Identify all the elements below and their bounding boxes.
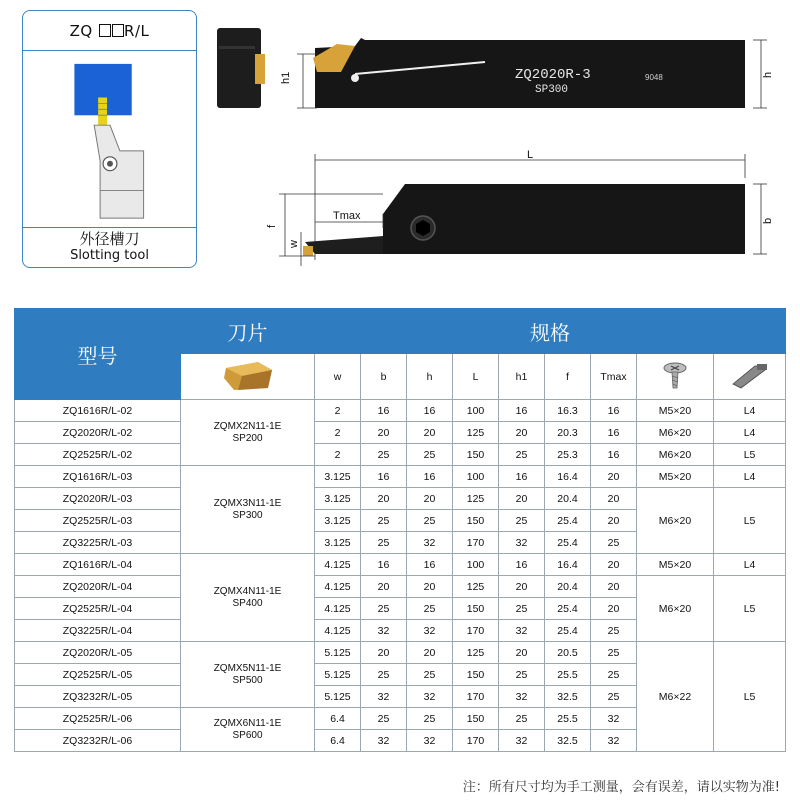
hex-key-icon bbox=[714, 354, 786, 400]
cell-b: 25 bbox=[361, 598, 407, 620]
cell-b: 25 bbox=[361, 510, 407, 532]
cell-f: 25.5 bbox=[545, 664, 591, 686]
cell-h: 32 bbox=[407, 730, 453, 752]
cell-w: 5.125 bbox=[315, 664, 361, 686]
cell-l: 100 bbox=[453, 400, 499, 422]
cell-b: 16 bbox=[361, 466, 407, 488]
cell-f: 25.4 bbox=[545, 620, 591, 642]
screw-cell: M6×20 bbox=[637, 444, 714, 466]
column-header-h: h bbox=[407, 354, 453, 400]
dim-w: w bbox=[288, 240, 300, 248]
screw-cell: M6×20 bbox=[637, 576, 714, 642]
cell-l: 125 bbox=[453, 576, 499, 598]
slotting-schematic bbox=[23, 51, 196, 231]
cell-f: 20.5 bbox=[545, 642, 591, 664]
tool-drawings bbox=[205, 10, 795, 275]
cell-h: 25 bbox=[407, 708, 453, 730]
insert-cell bbox=[181, 466, 315, 554]
column-header-w: w bbox=[315, 354, 361, 400]
cell-w: 2 bbox=[315, 422, 361, 444]
cell-h1: 25 bbox=[499, 510, 545, 532]
schematic-card bbox=[22, 10, 197, 268]
cell-w: 6.4 bbox=[315, 730, 361, 752]
cell-h: 25 bbox=[407, 444, 453, 466]
cell-w: 5.125 bbox=[315, 686, 361, 708]
insert-sp: SP500 bbox=[232, 674, 263, 686]
key-cell: L5 bbox=[714, 444, 786, 466]
cell-w: 3.125 bbox=[315, 510, 361, 532]
cell-l: 125 bbox=[453, 422, 499, 444]
header-spec: 规格 bbox=[315, 309, 786, 354]
cell-tmax: 25 bbox=[591, 686, 637, 708]
cell-h: 32 bbox=[407, 686, 453, 708]
cell-h: 25 bbox=[407, 664, 453, 686]
cell-h: 25 bbox=[407, 510, 453, 532]
cell-f: 25.5 bbox=[545, 708, 591, 730]
cell-tmax: 20 bbox=[591, 510, 637, 532]
cell-h1: 25 bbox=[499, 598, 545, 620]
side-view bbox=[303, 184, 745, 256]
cell-w: 4.125 bbox=[315, 576, 361, 598]
cell-f: 25.4 bbox=[545, 532, 591, 554]
screw-cell: M5×20 bbox=[637, 400, 714, 422]
cell-tmax: 25 bbox=[591, 642, 637, 664]
insert-name: ZQMX2N11-1E bbox=[213, 420, 282, 432]
dim-h: h bbox=[762, 71, 774, 78]
model-cell: ZQ3232R/L-06 bbox=[15, 730, 181, 752]
dim-L: L bbox=[527, 149, 534, 161]
key-cell: L5 bbox=[714, 642, 786, 752]
column-header-b: b bbox=[361, 354, 407, 400]
cell-l: 170 bbox=[453, 620, 499, 642]
cell-tmax: 16 bbox=[591, 444, 637, 466]
model-cell: ZQ2020R/L-05 bbox=[15, 642, 181, 664]
cell-f: 20.4 bbox=[545, 576, 591, 598]
dim-b: b bbox=[762, 217, 774, 224]
cell-f: 25.4 bbox=[545, 598, 591, 620]
card-caption: 外径槽刀 Slotting tool bbox=[23, 227, 196, 267]
cell-w: 2 bbox=[315, 444, 361, 466]
column-header-tmax: Tmax bbox=[591, 354, 637, 400]
insert-cell bbox=[181, 708, 315, 752]
key-cell: L4 bbox=[714, 422, 786, 444]
screw-cell: M6×20 bbox=[637, 488, 714, 554]
cell-tmax: 25 bbox=[591, 664, 637, 686]
cell-h: 20 bbox=[407, 422, 453, 444]
table-row bbox=[15, 400, 786, 422]
cell-f: 25.4 bbox=[545, 510, 591, 532]
cell-b: 16 bbox=[361, 400, 407, 422]
table-row bbox=[15, 466, 786, 488]
insert-sp: SP400 bbox=[232, 597, 263, 609]
table-row bbox=[15, 444, 786, 466]
key-cell: L4 bbox=[714, 400, 786, 422]
cell-f: 25.3 bbox=[545, 444, 591, 466]
model-cell: ZQ2525R/L-05 bbox=[15, 664, 181, 686]
cell-b: 20 bbox=[361, 488, 407, 510]
column-header-l: L bbox=[453, 354, 499, 400]
column-header-f: f bbox=[545, 354, 591, 400]
insert-sp: SP300 bbox=[232, 509, 263, 521]
cell-f: 20.3 bbox=[545, 422, 591, 444]
cell-h1: 16 bbox=[499, 400, 545, 422]
model-cell: ZQ2525R/L-03 bbox=[15, 510, 181, 532]
cell-b: 20 bbox=[361, 422, 407, 444]
cell-tmax: 32 bbox=[591, 730, 637, 752]
model-cell: ZQ1616R/L-03 bbox=[15, 466, 181, 488]
dim-f: f bbox=[266, 224, 278, 228]
screw-icon bbox=[637, 354, 714, 400]
cell-l: 150 bbox=[453, 444, 499, 466]
insert-name: ZQMX4N11-1E bbox=[213, 585, 282, 597]
cell-b: 25 bbox=[361, 708, 407, 730]
cell-f: 20.4 bbox=[545, 488, 591, 510]
cell-l: 150 bbox=[453, 664, 499, 686]
cell-tmax: 20 bbox=[591, 488, 637, 510]
cell-l: 125 bbox=[453, 642, 499, 664]
cell-b: 20 bbox=[361, 642, 407, 664]
table-row bbox=[15, 554, 786, 576]
cell-h: 20 bbox=[407, 642, 453, 664]
model-cell: ZQ2525R/L-02 bbox=[15, 444, 181, 466]
holder-code: 9048 bbox=[645, 73, 663, 82]
model-cell: ZQ2525R/L-06 bbox=[15, 708, 181, 730]
cell-tmax: 20 bbox=[591, 466, 637, 488]
table-row bbox=[15, 422, 786, 444]
table-row bbox=[15, 576, 786, 598]
key-cell: L4 bbox=[714, 554, 786, 576]
cell-w: 3.125 bbox=[315, 488, 361, 510]
cell-h1: 32 bbox=[499, 532, 545, 554]
cell-l: 150 bbox=[453, 510, 499, 532]
dim-tmax: Tmax bbox=[333, 210, 361, 222]
header-model: 型号 bbox=[15, 309, 181, 400]
holder-marking: ZQ2020R-3 bbox=[515, 67, 591, 83]
key-cell: L5 bbox=[714, 576, 786, 642]
card-title: ZQ R/L bbox=[23, 11, 196, 51]
cell-b: 25 bbox=[361, 444, 407, 466]
cell-h: 32 bbox=[407, 532, 453, 554]
model-cell: ZQ1616R/L-04 bbox=[15, 554, 181, 576]
cell-h: 20 bbox=[407, 576, 453, 598]
cell-h: 16 bbox=[407, 400, 453, 422]
insert-name: ZQMX5N11-1E bbox=[213, 662, 282, 674]
top-view bbox=[313, 38, 745, 108]
cell-w: 2 bbox=[315, 400, 361, 422]
table-row bbox=[15, 642, 786, 664]
cell-h: 25 bbox=[407, 598, 453, 620]
model-cell: ZQ3225R/L-03 bbox=[15, 532, 181, 554]
insert-sp: SP200 bbox=[232, 432, 263, 444]
cell-l: 150 bbox=[453, 598, 499, 620]
insert-cell bbox=[181, 642, 315, 708]
screw-cell: M6×20 bbox=[637, 422, 714, 444]
header-insert: 刀片 bbox=[181, 309, 315, 354]
cell-b: 20 bbox=[361, 576, 407, 598]
model-cell: ZQ2020R/L-02 bbox=[15, 422, 181, 444]
cell-h1: 25 bbox=[499, 444, 545, 466]
cell-h: 16 bbox=[407, 554, 453, 576]
cell-l: 170 bbox=[453, 532, 499, 554]
cell-tmax: 32 bbox=[591, 708, 637, 730]
cell-h: 32 bbox=[407, 620, 453, 642]
column-header-h1: h1 bbox=[499, 354, 545, 400]
cell-b: 16 bbox=[361, 554, 407, 576]
cell-b: 32 bbox=[361, 686, 407, 708]
cell-f: 16.4 bbox=[545, 466, 591, 488]
disclaimer-note: 注：所有尺寸均为手工测量，会有误差，请以实物为准! bbox=[462, 780, 780, 795]
cell-h1: 25 bbox=[499, 664, 545, 686]
cell-l: 150 bbox=[453, 708, 499, 730]
cell-h1: 32 bbox=[499, 730, 545, 752]
cell-h: 16 bbox=[407, 466, 453, 488]
insert-image bbox=[218, 358, 278, 392]
model-cell: ZQ3225R/L-04 bbox=[15, 620, 181, 642]
model-cell: ZQ2020R/L-04 bbox=[15, 576, 181, 598]
cell-w: 4.125 bbox=[315, 620, 361, 642]
cell-h1: 20 bbox=[499, 422, 545, 444]
model-cell: ZQ3232R/L-05 bbox=[15, 686, 181, 708]
cell-l: 170 bbox=[453, 686, 499, 708]
insert-cell bbox=[181, 400, 315, 466]
dim-h1: h1 bbox=[280, 71, 292, 84]
cell-h1: 20 bbox=[499, 576, 545, 598]
cell-f: 32.5 bbox=[545, 730, 591, 752]
screw-cell: M5×20 bbox=[637, 554, 714, 576]
holder-sub-marking: SP300 bbox=[535, 84, 569, 96]
key-cell: L4 bbox=[714, 466, 786, 488]
cell-tmax: 16 bbox=[591, 422, 637, 444]
cell-l: 125 bbox=[453, 488, 499, 510]
cell-w: 5.125 bbox=[315, 642, 361, 664]
cell-h1: 16 bbox=[499, 554, 545, 576]
insert-picture bbox=[181, 354, 315, 400]
cell-l: 170 bbox=[453, 730, 499, 752]
insert-name: ZQMX6N11-1E bbox=[213, 717, 282, 729]
cell-b: 25 bbox=[361, 664, 407, 686]
table-row bbox=[15, 488, 786, 510]
cell-tmax: 20 bbox=[591, 598, 637, 620]
cell-l: 100 bbox=[453, 466, 499, 488]
cell-tmax: 25 bbox=[591, 532, 637, 554]
cell-tmax: 20 bbox=[591, 554, 637, 576]
model-cell: ZQ1616R/L-02 bbox=[15, 400, 181, 422]
cell-w: 3.125 bbox=[315, 466, 361, 488]
cell-b: 25 bbox=[361, 532, 407, 554]
cell-h1: 32 bbox=[499, 620, 545, 642]
insert-sp: SP600 bbox=[232, 729, 263, 741]
insert-name: ZQMX3N11-1E bbox=[213, 497, 282, 509]
cell-h1: 16 bbox=[499, 466, 545, 488]
model-cell: ZQ2525R/L-04 bbox=[15, 598, 181, 620]
cell-tmax: 20 bbox=[591, 576, 637, 598]
cell-b: 32 bbox=[361, 620, 407, 642]
cell-h1: 20 bbox=[499, 488, 545, 510]
cell-w: 3.125 bbox=[315, 532, 361, 554]
cell-w: 6.4 bbox=[315, 708, 361, 730]
cell-h1: 32 bbox=[499, 686, 545, 708]
cell-tmax: 25 bbox=[591, 620, 637, 642]
screw-cell: M5×20 bbox=[637, 466, 714, 488]
cell-b: 32 bbox=[361, 730, 407, 752]
cell-f: 32.5 bbox=[545, 686, 591, 708]
spec-table bbox=[14, 308, 786, 752]
cell-l: 100 bbox=[453, 554, 499, 576]
model-cell: ZQ2020R/L-03 bbox=[15, 488, 181, 510]
cell-f: 16.4 bbox=[545, 554, 591, 576]
cell-h1: 25 bbox=[499, 708, 545, 730]
cell-tmax: 16 bbox=[591, 400, 637, 422]
insert-cell bbox=[181, 554, 315, 642]
end-view bbox=[217, 28, 265, 108]
cell-w: 4.125 bbox=[315, 598, 361, 620]
cell-w: 4.125 bbox=[315, 554, 361, 576]
screw-cell: M6×22 bbox=[637, 642, 714, 752]
cell-h1: 20 bbox=[499, 642, 545, 664]
key-cell: L5 bbox=[714, 488, 786, 554]
cell-f: 16.3 bbox=[545, 400, 591, 422]
cell-h: 20 bbox=[407, 488, 453, 510]
